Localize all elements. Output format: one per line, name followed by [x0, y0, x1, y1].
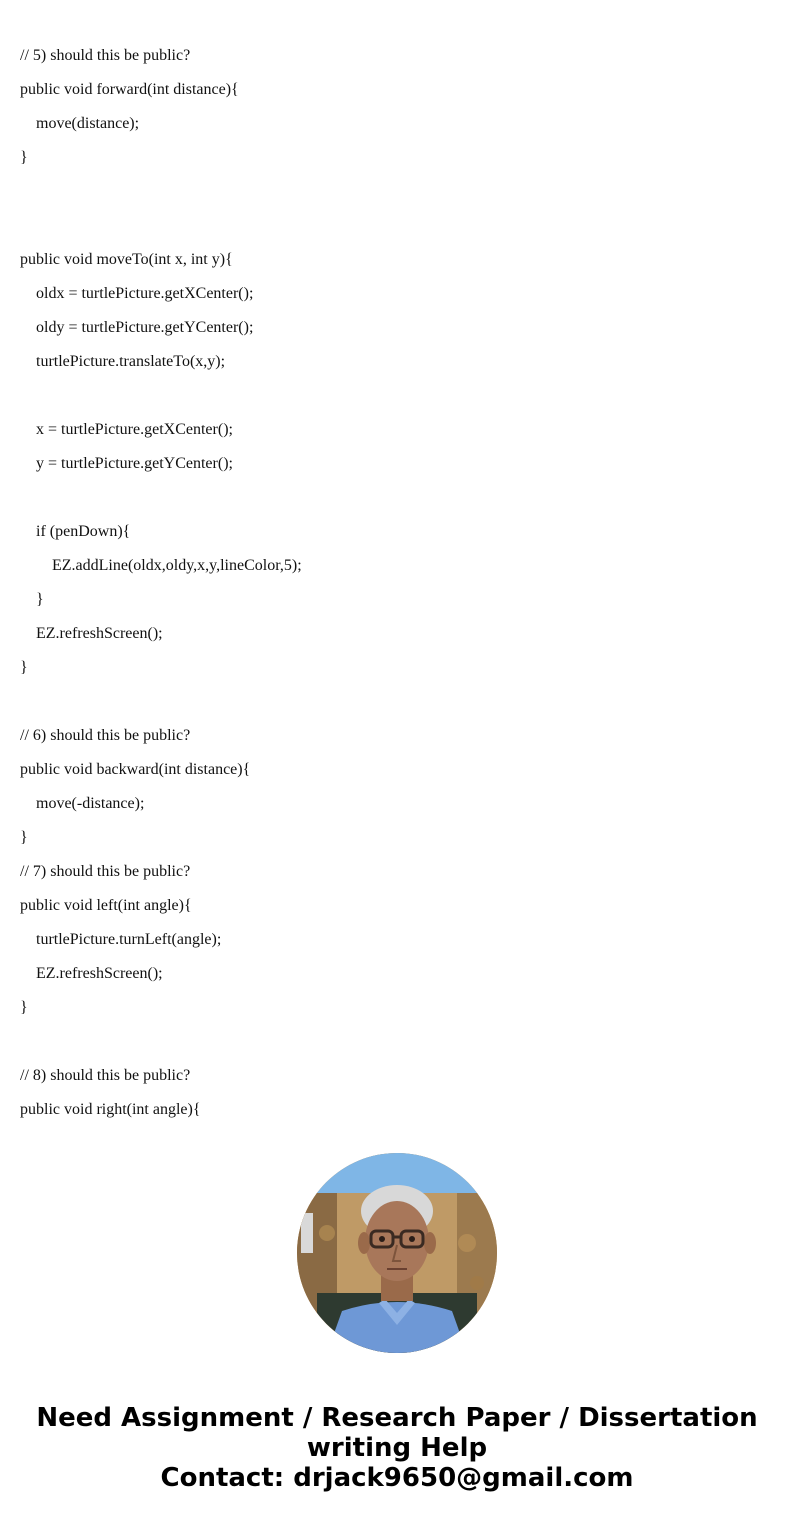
author-photo-avatar: [297, 1153, 497, 1353]
blank-line: [20, 182, 780, 216]
blank-line: [20, 216, 780, 250]
code-line: turtlePicture.translateTo(x,y);: [36, 353, 226, 370]
code-line: public void right(int angle){: [20, 1101, 201, 1118]
code-line: EZ.addLine(oldx,oldy,x,y,lineColor,5);: [52, 557, 302, 574]
code-line: // 6) should this be public?: [20, 727, 191, 744]
blank-line: [20, 692, 780, 726]
promo-line-1: Need Assignment / Research Paper / Dissertation: [36, 1403, 758, 1433]
code-line: if (penDown){: [36, 523, 131, 540]
code-line: public void backward(int distance){: [20, 761, 251, 778]
code-line: x = turtlePicture.getXCenter();: [36, 421, 233, 438]
code-line: }: [36, 591, 44, 608]
code-line: oldx = turtlePicture.getXCenter();: [36, 285, 254, 302]
blank-line: [20, 488, 780, 522]
code-line: EZ.refreshScreen();: [36, 965, 163, 982]
code-line: }: [20, 999, 28, 1016]
code-line: }: [20, 659, 28, 676]
code-line: public void forward(int distance){: [20, 81, 239, 98]
code-line: public void moveTo(int x, int y){: [20, 251, 233, 268]
blank-line: [20, 1032, 780, 1066]
code-line: // 8) should this be public?: [20, 1067, 191, 1084]
code-line: oldy = turtlePicture.getYCenter();: [36, 319, 254, 336]
code-line: // 5) should this be public?: [20, 47, 191, 64]
code-line: EZ.refreshScreen();: [36, 625, 163, 642]
code-line: }: [20, 149, 28, 166]
code-line: y = turtlePicture.getYCenter();: [36, 455, 233, 472]
blank-line: [20, 386, 780, 420]
promo-contact-email[interactable]: Contact: drjack9650@gmail.com: [160, 1463, 634, 1493]
code-line: }: [20, 829, 28, 846]
code-listing: [20, 46, 780, 1134]
code-line: // 7) should this be public?: [20, 863, 191, 880]
contact-banner: [0, 1403, 794, 1493]
code-line: move(-distance);: [36, 795, 145, 812]
promo-line-2: writing Help: [306, 1433, 488, 1463]
code-line: public void left(int angle){: [20, 897, 192, 914]
code-line: move(distance);: [36, 115, 140, 132]
portrait-illustration: [297, 1153, 497, 1353]
code-line: turtlePicture.turnLeft(angle);: [36, 931, 222, 948]
